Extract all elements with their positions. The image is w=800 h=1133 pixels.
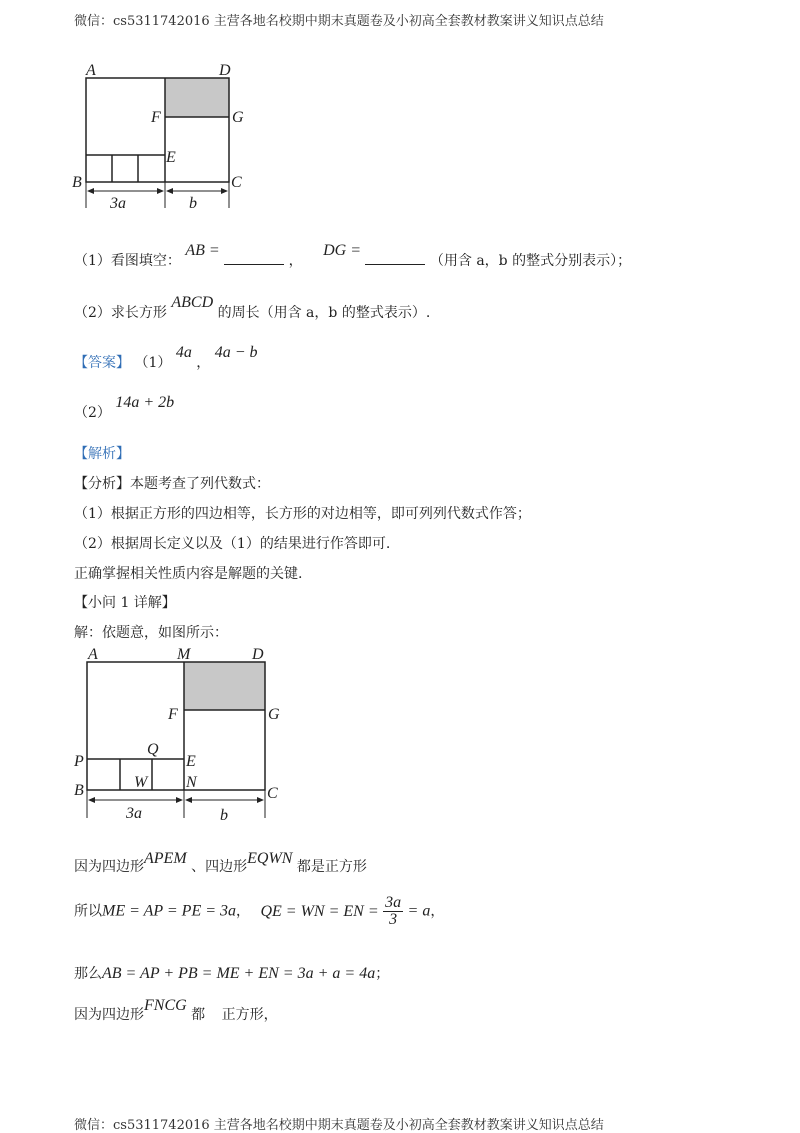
label-E: E xyxy=(186,753,196,770)
label-F: F xyxy=(168,706,178,723)
figure-2 xyxy=(66,642,296,828)
label-C: C xyxy=(267,785,278,802)
label-b: b xyxy=(220,807,228,824)
label-W: W xyxy=(134,774,148,791)
answer-blank-ab xyxy=(224,250,284,265)
label-D: D xyxy=(252,646,264,663)
detail-intro: 解：依题意，如图所示： xyxy=(74,625,228,641)
page-header: 微信：cs5311742016 主营各地名校期中期末真题卷及小初高全套教材教案讲义知识点总结 xyxy=(74,14,604,29)
analysis-line-4: 正确掌握相关性质内容是解题的关键. xyxy=(74,566,303,582)
step-1: 因为四边形APEM 、四边形EQWN 都是正方形 xyxy=(74,850,367,875)
label-N: N xyxy=(186,774,197,791)
analysis-tag: 【解析】 xyxy=(74,446,130,462)
label-F: F xyxy=(151,109,161,126)
analysis-line-3: （2）根据周长定义以及（1）的结果进行作答即可. xyxy=(74,536,391,552)
question-2: （2）求长方形 ABCD 的周长（用含 a，b 的整式表示）. xyxy=(74,294,431,321)
label-M: M xyxy=(177,646,191,663)
shaded-rect xyxy=(165,78,229,117)
label-D: D xyxy=(219,62,231,79)
detail-title: 【小问 1 详解】 xyxy=(74,595,176,611)
label-3a: 3a xyxy=(126,805,142,822)
step-3: 那么AB = AP + PB = ME + EN = 3a + a = 4a； xyxy=(74,965,390,982)
label-P: P xyxy=(74,753,84,770)
label-A: A xyxy=(86,62,96,79)
analysis-line-1: 【分析】本题考查了列代数式： xyxy=(74,476,270,492)
label-B: B xyxy=(74,782,84,799)
analysis-line-2: （1）根据正方形的四边相等，长方形的对边相等，即可列列代数式作答； xyxy=(74,506,531,522)
answer-blank-dg xyxy=(365,250,425,265)
label-b: b xyxy=(189,195,197,212)
label-3a: 3a xyxy=(110,195,126,212)
page-footer: 微信：cs5311742016 主营各地名校期中期末真题卷及小初高全套教材教案讲义知识点总结 xyxy=(74,1118,604,1133)
label-A: A xyxy=(88,646,98,663)
label-B: B xyxy=(72,174,82,191)
shaded-rect xyxy=(184,662,265,710)
answer-tag: 【答案】 xyxy=(74,355,130,371)
fraction-3a-over-3: $\frac{3a}{3}$ xyxy=(385,894,402,928)
label-Q: Q xyxy=(147,741,159,758)
answer-line-1: 【答案】 （1） 4a ， 4a − b xyxy=(74,344,258,371)
step-2: 所以ME = AP = PE = 3a， QE = WN = EN = $\frac{3a}{3}$ = a， xyxy=(74,894,445,928)
label-G: G xyxy=(268,706,280,723)
label-C: C xyxy=(231,174,242,191)
step-4: 因为四边形FNCG 都 正方形， xyxy=(74,997,278,1023)
label-G: G xyxy=(232,109,244,126)
label-E: E xyxy=(166,149,176,166)
figure-1 xyxy=(66,58,256,216)
question-1: （1）看图填空： AB = ， DG = （用含 a，b 的整式分别表示）； xyxy=(74,242,632,269)
answer-line-2: （2） 14a + 2b xyxy=(74,394,175,421)
